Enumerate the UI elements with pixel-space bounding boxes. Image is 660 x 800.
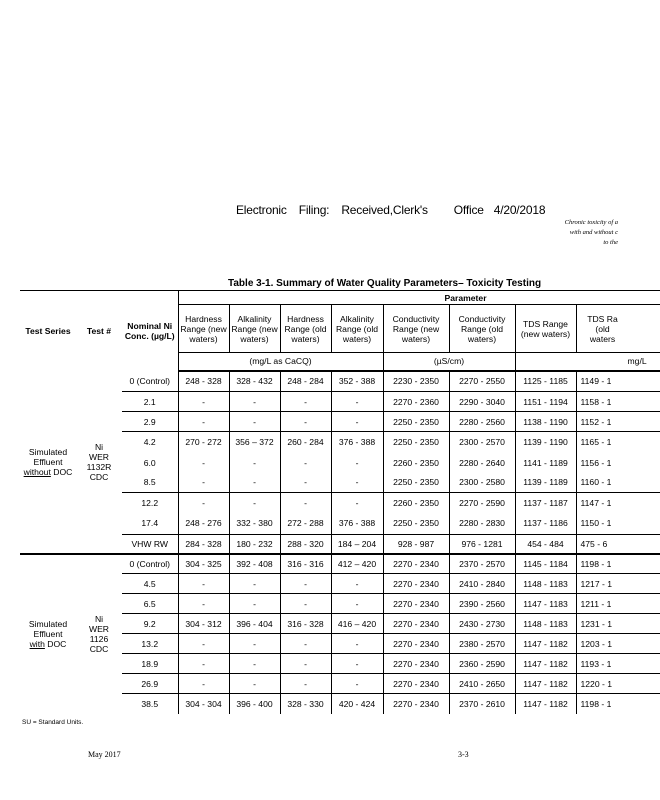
value-cell: 1211 - 1: [576, 594, 660, 614]
note-line: to the: [603, 239, 618, 246]
value-cell: 2270 - 2340: [383, 674, 449, 694]
value-cell: 2410 - 2650: [449, 674, 515, 694]
unit-mg-l: mg/L: [515, 353, 660, 371]
nominal-conc-cell: 8.5: [143, 477, 156, 488]
value-cell: -: [229, 654, 280, 674]
value-cell: 2270 - 2340: [383, 574, 449, 594]
header-label: Conductivity Range (old waters): [458, 313, 506, 344]
value-cell: 2370 - 2610: [449, 694, 515, 714]
value-cell: 376 - 388: [331, 432, 383, 453]
value-cell: 304 - 325: [178, 554, 229, 574]
value-cell: -: [229, 412, 280, 432]
value-cell: 1158 - 1: [576, 392, 660, 412]
water-quality-table: [20, 290, 660, 714]
value-cell: 1138 - 1190: [515, 412, 576, 432]
test-number-label: Ni WER 1126 CDC: [88, 614, 110, 654]
test-series-cell: [20, 554, 76, 714]
value-cell: 475 - 6: [576, 535, 660, 554]
chronic-toxicity-note: [458, 218, 618, 248]
series-label: Simulated Effluent: [28, 619, 68, 639]
unit-caco3: (mg/L as CaCQ): [178, 353, 383, 371]
value-cell: 376 - 388: [331, 513, 383, 535]
value-cell: 396 - 404: [229, 614, 280, 634]
value-cell: -: [280, 674, 331, 694]
value-cell: -: [280, 594, 331, 614]
value-cell: 2430 - 2730: [449, 614, 515, 634]
value-cell: 1220 - 1: [576, 674, 660, 694]
header-label: Alkalinity Range (old waters): [335, 313, 379, 344]
nominal-conc-cell: 0 (Control): [122, 554, 178, 574]
value-cell: 2300 - 2570: [449, 432, 515, 453]
value-cell: 2250 - 2350: [383, 412, 449, 432]
value-cell: 2290 - 3040: [449, 392, 515, 412]
nominal-conc-cell: VHW RW: [122, 535, 178, 554]
header-test-number: Test #: [76, 291, 122, 371]
value-cell: 454 - 484: [515, 535, 576, 554]
value-cell: 1198 - 1: [576, 694, 660, 714]
value-cell: 2380 - 2570: [449, 634, 515, 654]
value-cell: 1151 - 1194: [515, 392, 576, 412]
header-label: Hardness Range (new waters): [180, 313, 227, 344]
value-cell: 356 – 372: [229, 432, 280, 453]
series-label: Simulated Effluent: [28, 446, 68, 467]
nominal-conc-cell: 0 (Control): [129, 375, 171, 386]
value-cell: 2370 - 2570: [449, 554, 515, 574]
value-cell: -: [331, 412, 383, 432]
value-cell: -: [331, 674, 383, 694]
footnote: SU = Standard Units.: [22, 719, 84, 726]
header-tds-old: [576, 305, 660, 353]
group-without-doc: [20, 371, 660, 554]
header-hardness-new: [178, 305, 229, 353]
value-cell: 1198 - 1: [576, 554, 660, 574]
header-nominal-conc: [122, 291, 178, 371]
value-cell: 288 - 320: [280, 535, 331, 554]
value-cell: 304 - 304: [178, 694, 229, 714]
stamp-word: Filing:: [298, 203, 330, 217]
value-cell: -: [229, 574, 280, 594]
footer-date: May 2017: [88, 750, 121, 759]
value-cell: -: [331, 574, 383, 594]
nominal-conc-cell: 26.9: [122, 674, 178, 694]
value-cell: 1148 - 1183: [515, 614, 576, 634]
header-label: Hardness Range (old waters): [284, 313, 327, 344]
note-line: Chronic toxicity of a: [564, 219, 618, 226]
value-cell: 328 - 432: [229, 371, 280, 392]
value-cell: 2270 - 2340: [383, 634, 449, 654]
value-cell: 2260 - 2350: [383, 453, 449, 473]
value-cell: 1139 - 1189: [515, 473, 576, 493]
test-number-cell: [76, 371, 122, 554]
nominal-conc-cell: 13.2: [122, 634, 178, 654]
header-hardness-old: [280, 305, 331, 353]
value-cell: 1139 - 1190: [515, 432, 576, 453]
value-cell: 976 - 1281: [449, 535, 515, 554]
value-cell: 2260 - 2350: [383, 493, 449, 513]
table-row: [20, 371, 660, 392]
header-alkalinity-old: [331, 305, 383, 353]
value-cell: 392 - 408: [229, 554, 280, 574]
nominal-conc-cell: 4.5: [122, 574, 178, 594]
value-cell: 1160 - 1: [576, 473, 660, 493]
value-cell: 928 - 987: [383, 535, 449, 554]
value-cell: 316 - 328: [280, 614, 331, 634]
value-cell: 1147 - 1182: [515, 674, 576, 694]
value-cell: -: [178, 654, 229, 674]
nominal-conc-cell: 17.4: [141, 518, 159, 529]
value-cell: -: [229, 473, 280, 493]
value-cell: 2270 - 2340: [383, 554, 449, 574]
value-cell: 248 - 284: [280, 371, 331, 392]
value-cell: 412 – 420: [331, 554, 383, 574]
value-cell: -: [178, 412, 229, 432]
value-cell: 1147 - 1182: [515, 634, 576, 654]
value-cell: 2250 - 2350: [383, 513, 449, 535]
value-cell: 270 - 272: [178, 432, 229, 453]
value-cell: 1147 - 1183: [515, 594, 576, 614]
value-cell: 2250 - 2350: [383, 473, 449, 493]
value-cell: 1137 - 1186: [515, 513, 576, 535]
header-label: Nominal Ni Conc. (µg/L): [124, 320, 175, 341]
value-cell: 352 - 388: [331, 371, 383, 392]
value-cell: -: [178, 392, 229, 412]
value-cell: 2270 - 2550: [449, 371, 515, 392]
value-cell: 248 - 276: [178, 513, 229, 535]
nominal-conc-cell: 6.5: [122, 594, 178, 614]
value-cell: 1152 - 1: [576, 412, 660, 432]
value-cell: 416 – 420: [331, 614, 383, 634]
value-cell: -: [280, 654, 331, 674]
value-cell: 1193 - 1: [576, 654, 660, 674]
value-cell: -: [178, 634, 229, 654]
test-number-label: Ni WER 1132R CDC: [86, 441, 112, 482]
value-cell: -: [331, 634, 383, 654]
value-cell: -: [331, 654, 383, 674]
value-cell: 2300 - 2580: [449, 473, 515, 493]
value-cell: -: [229, 392, 280, 412]
series-label: DOC: [53, 466, 73, 477]
nominal-conc-cell: 4.2: [122, 432, 178, 453]
value-cell: 2270 - 2360: [383, 392, 449, 412]
value-cell: 1147 - 1182: [515, 694, 576, 714]
value-cell: 2270 - 2340: [383, 594, 449, 614]
table-title: Table 3-1. Summary of Water Quality Parameters– Toxicity Testing: [228, 278, 542, 289]
header-tds-new: [515, 305, 576, 353]
stamp-word: Received,Clerk's: [341, 203, 428, 217]
value-cell: -: [331, 493, 383, 513]
series-emphasis: with: [29, 639, 45, 649]
stamp-word: 4/20/2018: [493, 203, 546, 217]
value-cell: -: [178, 493, 229, 513]
stamp-word: Office: [453, 203, 484, 217]
value-cell: -: [331, 392, 383, 412]
test-series-cell: [20, 371, 76, 554]
table-container: [20, 290, 647, 715]
value-cell: 2250 - 2350: [383, 432, 449, 453]
value-cell: -: [280, 392, 331, 412]
value-cell: 304 - 312: [178, 614, 229, 634]
stamp-word: Electronic: [236, 203, 287, 217]
series-label: DOC: [47, 639, 67, 649]
series-emphasis: without: [23, 466, 51, 477]
value-cell: 332 - 380: [229, 513, 280, 535]
table-row: [20, 554, 660, 574]
value-cell: 1141 - 1189: [515, 453, 576, 473]
value-cell: 272 - 288: [280, 513, 331, 535]
value-cell: -: [229, 453, 280, 473]
value-cell: 1125 - 1185: [515, 371, 576, 392]
header-conductivity-new: [383, 305, 449, 353]
footer-page-number: 3-3: [458, 750, 469, 759]
value-cell: 1137 - 1187: [515, 493, 576, 513]
value-cell: -: [280, 453, 331, 473]
value-cell: 2280 - 2640: [449, 453, 515, 473]
group-with-doc: [20, 554, 660, 714]
value-cell: 1148 - 1183: [515, 574, 576, 594]
value-cell: -: [178, 574, 229, 594]
value-cell: -: [280, 634, 331, 654]
value-cell: -: [280, 493, 331, 513]
value-cell: 1147 - 1: [576, 493, 660, 513]
value-cell: 180 - 232: [229, 535, 280, 554]
header-label: TDS Ra (old waters: [587, 313, 618, 344]
value-cell: -: [178, 594, 229, 614]
value-cell: -: [331, 594, 383, 614]
header-label: Test Series: [25, 325, 71, 336]
value-cell: -: [331, 473, 383, 493]
nominal-conc-cell: 9.2: [122, 614, 178, 634]
electronic-filing-stamp: [236, 203, 545, 217]
value-cell: -: [229, 594, 280, 614]
note-line: with and without c: [569, 229, 618, 236]
value-cell: 1231 - 1: [576, 614, 660, 634]
nominal-conc-cell: 12.2: [122, 493, 178, 513]
value-cell: 260 - 284: [280, 432, 331, 453]
value-cell: 328 - 330: [280, 694, 331, 714]
value-cell: -: [280, 412, 331, 432]
value-cell: 1145 - 1184: [515, 554, 576, 574]
value-cell: 1147 - 1182: [515, 654, 576, 674]
value-cell: 2360 - 2590: [449, 654, 515, 674]
value-cell: 1165 - 1: [576, 432, 660, 453]
header-conductivity-old: [449, 305, 515, 353]
value-cell: 2390 - 2560: [449, 594, 515, 614]
nominal-conc-cell: 2.9: [122, 412, 178, 432]
value-cell: -: [178, 473, 229, 493]
test-number-cell: [76, 554, 122, 714]
value-cell: 2270 - 2340: [383, 694, 449, 714]
value-cell: -: [280, 574, 331, 594]
value-cell: 2230 - 2350: [383, 371, 449, 392]
value-cell: 248 - 328: [178, 371, 229, 392]
header-alkalinity-new: [229, 305, 280, 353]
value-cell: -: [178, 453, 229, 473]
value-cell: 2270 - 2340: [383, 614, 449, 634]
value-cell: 420 - 424: [331, 694, 383, 714]
value-cell: -: [229, 674, 280, 694]
value-cell: 1203 - 1: [576, 634, 660, 654]
value-cell: -: [331, 453, 383, 473]
value-cell: 2280 - 2830: [449, 513, 515, 535]
value-cell: 2270 - 2340: [383, 654, 449, 674]
value-cell: -: [280, 473, 331, 493]
nominal-conc-cell: 38.5: [122, 694, 178, 714]
unit-us-cm: (µS/cm): [383, 353, 515, 371]
value-cell: 1156 - 1: [576, 453, 660, 473]
nominal-conc-cell: 6.0: [143, 457, 156, 468]
value-cell: -: [229, 493, 280, 513]
value-cell: 396 - 400: [229, 694, 280, 714]
value-cell: 1217 - 1: [576, 574, 660, 594]
value-cell: 184 – 204: [331, 535, 383, 554]
header-parameter: Parameter: [178, 291, 660, 305]
value-cell: 1150 - 1: [576, 513, 660, 535]
value-cell: 284 - 328: [178, 535, 229, 554]
value-cell: -: [178, 674, 229, 694]
value-cell: 2270 - 2590: [449, 493, 515, 513]
header-label: TDS Range (new waters): [520, 318, 571, 339]
nominal-conc-cell: 18.9: [122, 654, 178, 674]
nominal-conc-cell: 2.1: [122, 392, 178, 412]
value-cell: 2280 - 2560: [449, 412, 515, 432]
value-cell: 2410 - 2840: [449, 574, 515, 594]
header-label: Alkalinity Range (new waters): [231, 313, 278, 344]
value-cell: -: [229, 634, 280, 654]
value-cell: 316 - 316: [280, 554, 331, 574]
value-cell: 1149 - 1: [576, 371, 660, 392]
header-label: Conductivity Range (new waters): [392, 313, 440, 344]
header-test-series: [20, 291, 76, 371]
